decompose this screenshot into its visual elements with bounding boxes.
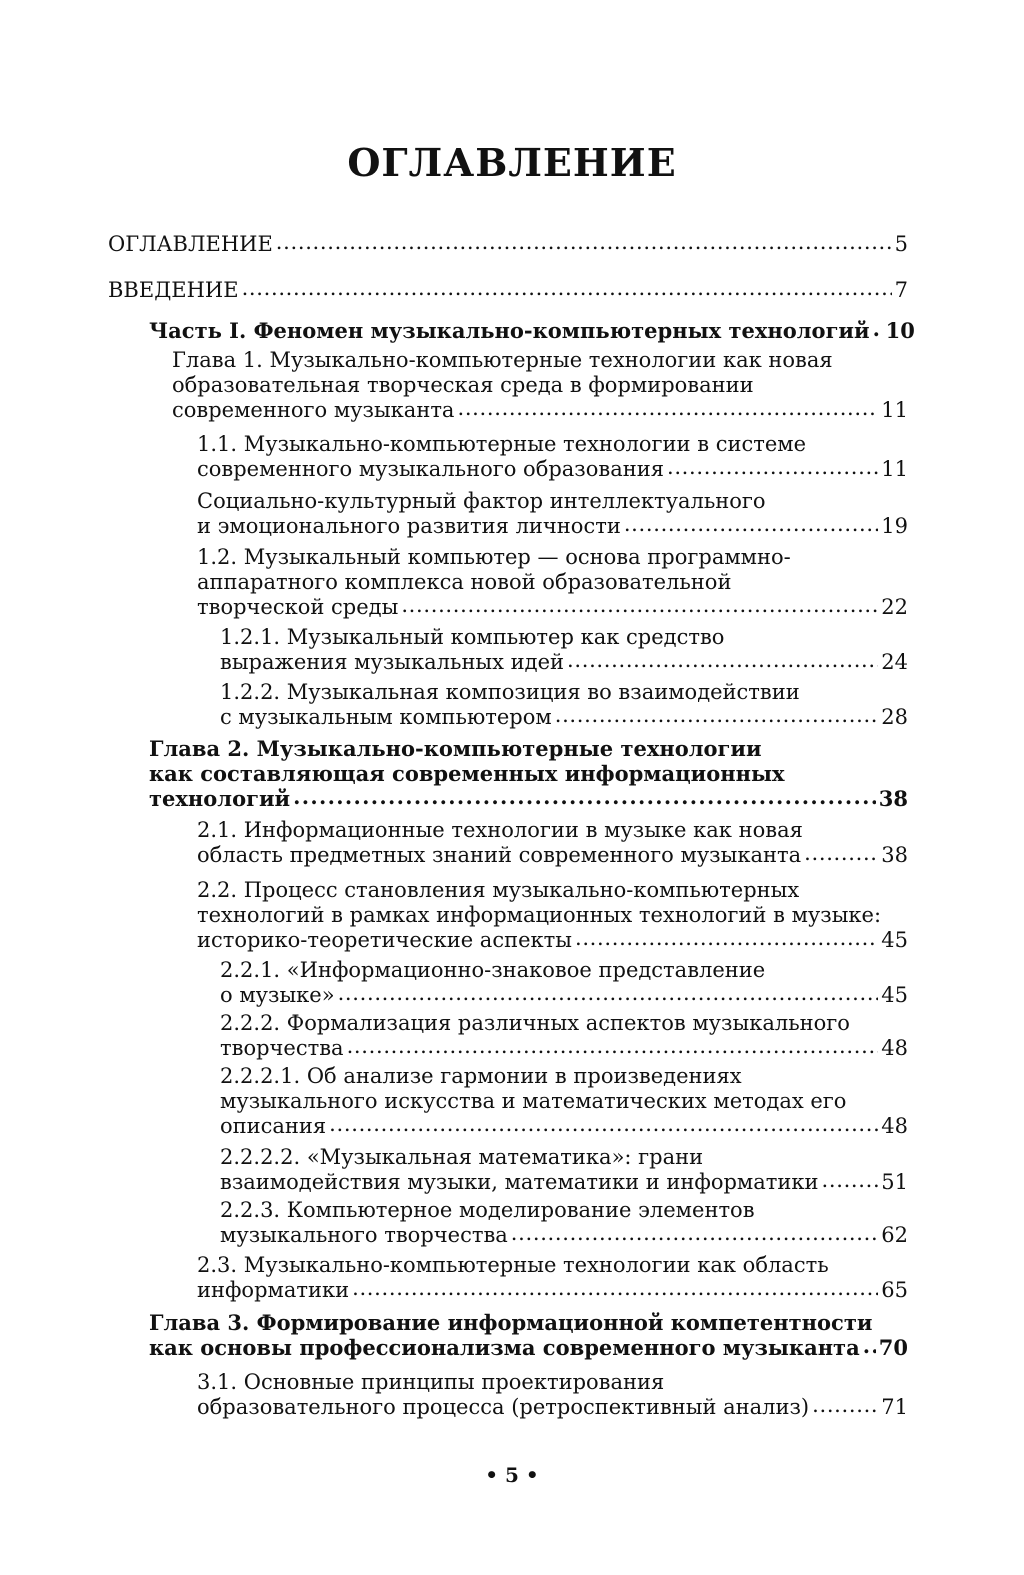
toc-entry-line: ВВЕДЕНИЕ bbox=[108, 278, 239, 302]
toc-entry-line: 2.2.3. Компьютерное моделирование элементов bbox=[220, 1198, 755, 1222]
toc-page-number: 62 bbox=[881, 1223, 908, 1247]
toc-entry-final-line bbox=[220, 650, 908, 675]
toc-entry bbox=[197, 818, 908, 868]
toc-entry-final-line bbox=[220, 1170, 908, 1195]
toc-entry-final-line bbox=[108, 232, 908, 257]
toc-entry-line: информатики bbox=[197, 1278, 350, 1302]
toc-entry-line: 2.2.1. «Информационно-знаковое представление bbox=[220, 958, 766, 982]
toc-page-number: 65 bbox=[881, 1278, 908, 1302]
toc-page-number: 38 bbox=[878, 786, 908, 811]
toc-page-number: 10 bbox=[885, 318, 915, 343]
toc-page-number: 7 bbox=[894, 278, 908, 302]
toc-entry-line: музыкального искусства и математических методах его bbox=[220, 1089, 847, 1113]
toc-entry-line: 2.2.2.1. Об анализе гармонии в произведениях bbox=[220, 1064, 742, 1088]
toc-entry-line: аппаратного комплекса новой образовательной bbox=[197, 570, 732, 594]
toc-entry-line: 2.1. Информационные технологии в музыке как новая bbox=[197, 818, 803, 842]
toc-entry-final-line bbox=[197, 928, 908, 953]
toc-entry bbox=[197, 1253, 908, 1303]
toc-entry-line: как составляющая современных информационных bbox=[149, 761, 785, 786]
toc-page-number: 48 bbox=[881, 1036, 908, 1060]
toc-entry bbox=[108, 278, 908, 303]
dot-leader bbox=[457, 396, 878, 421]
page-number-footer: • 5 • bbox=[485, 1463, 539, 1487]
toc-entry-line: технологий bbox=[149, 786, 291, 811]
toc-entry-final-line bbox=[197, 514, 908, 539]
dot-leader bbox=[401, 593, 878, 618]
dot-leader bbox=[822, 1168, 879, 1193]
toc-entry-line: Глава 1. Музыкально-компьютерные технологии как новая bbox=[172, 348, 833, 372]
toc-entry bbox=[197, 1370, 908, 1420]
toc-entry-final-line bbox=[149, 786, 908, 811]
toc-entry-line: историко-теоретические аспекты bbox=[197, 928, 572, 952]
toc-entry-line: 2.2.2.2. «Музыкальная математика»: грани bbox=[220, 1145, 704, 1169]
toc-entry-line: современного музыкального образования bbox=[197, 457, 664, 481]
toc-entry bbox=[220, 1011, 908, 1061]
dot-leader bbox=[873, 316, 883, 341]
toc-entry-final-line bbox=[197, 843, 908, 868]
dot-leader bbox=[347, 1034, 879, 1059]
toc-entry-line: технологий в рамках информационных технологий в музыке: bbox=[197, 903, 882, 927]
toc-entry-line: описания bbox=[220, 1114, 327, 1138]
toc-entry-line: Глава 2. Музыкально-компьютерные технологии bbox=[149, 736, 762, 761]
dot-leader bbox=[667, 455, 878, 480]
dot-leader bbox=[242, 276, 892, 301]
toc-entry-final-line bbox=[220, 983, 908, 1008]
toc-page-number: 5 bbox=[894, 232, 908, 256]
dot-leader bbox=[276, 230, 892, 255]
toc-entry-line: 2.3. Музыкально-компьютерные технологии как область bbox=[197, 1253, 829, 1277]
toc-entry-line: как основы профессионализма современного музыканта bbox=[149, 1335, 860, 1360]
page-title: ОГЛАВЛЕНИЕ bbox=[347, 140, 677, 185]
toc-entry-line: 1.1. Музыкально-компьютерные технологии в системе bbox=[197, 432, 807, 456]
toc-entry-line: 3.1. Основные принципы проектирования bbox=[197, 1370, 665, 1394]
dot-leader bbox=[567, 648, 878, 673]
toc-entry-final-line bbox=[149, 318, 915, 343]
toc-entry-line: взаимодействия музыки, математики и информатики bbox=[220, 1170, 819, 1194]
toc-entry-line: 2.2.2. Формализация различных аспектов музыкального bbox=[220, 1011, 850, 1035]
toc-page-number: 45 bbox=[881, 928, 908, 952]
toc-page-number: 28 bbox=[881, 705, 908, 729]
toc-entry bbox=[220, 958, 908, 1008]
toc-entry-final-line bbox=[220, 1223, 908, 1248]
toc-page-number: 45 bbox=[881, 983, 908, 1007]
toc-page-number: 38 bbox=[881, 843, 908, 867]
toc-page-number: 19 bbox=[881, 514, 908, 538]
toc-entry-line: образовательная творческая среда в формировании bbox=[172, 373, 754, 397]
toc-entry-line: ОГЛАВЛЕНИЕ bbox=[108, 232, 273, 256]
toc-entry-line: и эмоционального развития личности bbox=[197, 514, 621, 538]
toc-entry-line: творческой среды bbox=[197, 595, 399, 619]
toc-entry bbox=[149, 736, 908, 811]
toc-page-number: 11 bbox=[881, 398, 908, 422]
toc-entry-final-line bbox=[149, 1335, 908, 1360]
toc-page-number: 11 bbox=[881, 457, 908, 481]
toc-page-number: 22 bbox=[881, 595, 908, 619]
toc-entry-line: о музыке» bbox=[220, 983, 335, 1007]
toc-entry bbox=[108, 232, 908, 257]
toc-entry-final-line bbox=[197, 1395, 908, 1420]
toc-entry bbox=[197, 489, 908, 539]
toc-entry-final-line bbox=[220, 1036, 908, 1061]
toc-entry bbox=[220, 680, 908, 730]
dot-leader bbox=[293, 784, 876, 809]
dot-leader bbox=[804, 841, 878, 866]
dot-leader bbox=[511, 1221, 878, 1246]
toc-entry bbox=[149, 1310, 908, 1360]
toc-entry bbox=[220, 1064, 908, 1139]
toc-entry-line: 1.2.2. Музыкальная композиция во взаимодействии bbox=[220, 680, 800, 704]
dot-leader bbox=[863, 1333, 876, 1358]
toc-entry-final-line bbox=[220, 705, 908, 730]
toc-entry-final-line bbox=[172, 398, 908, 423]
toc-entry bbox=[197, 545, 908, 620]
toc-page-number: 70 bbox=[878, 1335, 908, 1360]
dot-leader bbox=[624, 512, 878, 537]
dot-leader bbox=[338, 981, 879, 1006]
toc-page-number: 71 bbox=[881, 1395, 908, 1419]
dot-leader bbox=[555, 703, 879, 728]
toc-entry-final-line bbox=[197, 1278, 908, 1303]
dot-leader bbox=[352, 1276, 878, 1301]
toc-entry-line: образовательного процесса (ретроспективный анализ) bbox=[197, 1395, 810, 1419]
dot-leader bbox=[329, 1112, 878, 1137]
toc-entry bbox=[149, 318, 915, 343]
toc-entry-final-line bbox=[220, 1114, 908, 1139]
toc-page-number: 48 bbox=[881, 1114, 908, 1138]
toc-entry bbox=[220, 625, 908, 675]
toc-entry bbox=[220, 1198, 908, 1248]
dot-leader bbox=[812, 1393, 878, 1418]
toc-entry-line: Социально-культурный фактор интеллектуального bbox=[197, 489, 766, 513]
toc-entry-line: Часть I. Феномен музыкально-компьютерных технологий bbox=[149, 318, 870, 343]
toc-entry-line: область предметных знаний современного музыканта bbox=[197, 843, 802, 867]
toc-page-number: 51 bbox=[881, 1170, 908, 1194]
toc-entry bbox=[197, 878, 908, 953]
dot-leader bbox=[575, 926, 878, 951]
toc-entry-line: 1.2.1. Музыкальный компьютер как средство bbox=[220, 625, 725, 649]
toc-entry-line: современного музыканта bbox=[172, 398, 455, 422]
toc-entry-line: с музыкальным компьютером bbox=[220, 705, 552, 729]
toc-entry-line: музыкального творчества bbox=[220, 1223, 508, 1247]
toc-entry-final-line bbox=[197, 595, 908, 620]
toc-page-number: 24 bbox=[881, 650, 908, 674]
toc-entry bbox=[197, 432, 908, 482]
toc-entry bbox=[220, 1145, 908, 1195]
toc-entry-final-line bbox=[197, 457, 908, 482]
toc-entry-line: Глава 3. Формирование информационной компетентности bbox=[149, 1310, 873, 1335]
toc-entry-line: выражения музыкальных идей bbox=[220, 650, 565, 674]
toc-entry-line: творчества bbox=[220, 1036, 344, 1060]
toc-entry-line: 2.2. Процесс становления музыкально-компьютерных bbox=[197, 878, 800, 902]
toc-entry bbox=[172, 348, 908, 423]
toc-entry-line: 1.2. Музыкальный компьютер — основа программно- bbox=[197, 545, 791, 569]
toc-entry-final-line bbox=[108, 278, 908, 303]
